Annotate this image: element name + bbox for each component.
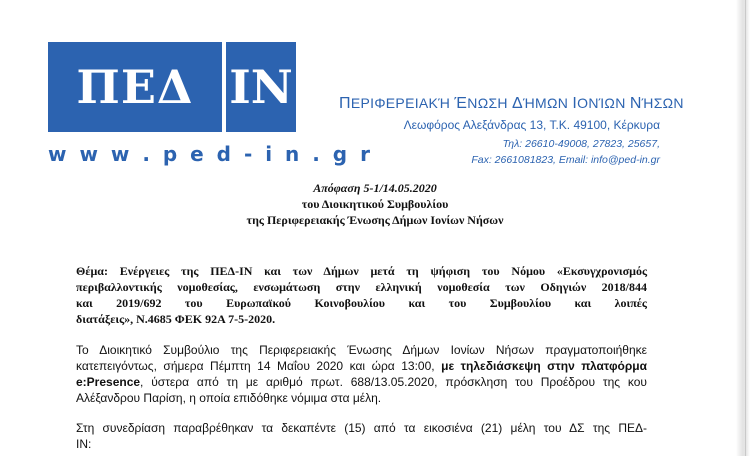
meeting-date-text: κατεπειγόντως, σήμερα Πέμπτη 14 Μαΐου 2020 και ώρα 13:00,: [76, 359, 442, 373]
logo-text-in: ΙΝ: [222, 42, 296, 132]
meeting-paragraph: [76, 342, 647, 406]
decision-heading: [0, 180, 750, 228]
meeting-line-2: [76, 358, 647, 374]
website-url-text: w w w . p e d - i n . g r: [48, 142, 373, 166]
subject-line-4: διατάξεις», Ν.4685 ΦΕΚ 92Α 7-5-2020.: [76, 312, 276, 326]
meeting-line-4: Αλέξανδρου Παρίση, η οποία επιδόθηκε νόμιμα στα μέλη.: [76, 391, 382, 405]
platform-name: e:Presence: [76, 375, 141, 389]
scan-edge-line: [745, 0, 746, 456]
meeting-line-3: [76, 374, 647, 390]
subject-line-1: Θέμα: Ενέργειες της ΠΕΔ-ΙΝ και των Δήμων μετά τη ψήφιση του Νόμου «Εκσυγχρονισμός: [76, 264, 647, 278]
organization-phone: Τηλ: 26610-49008, 27823, 25657,: [502, 138, 660, 150]
logo-text-ped: ΠΕΔ: [48, 42, 222, 132]
ped-in-logo: [48, 42, 296, 132]
decision-union: της Περιφερειακής Ένωσης Δήμων Ιονίων Νήσων: [246, 213, 504, 227]
scan-edge-shadow: [736, 0, 750, 456]
subject-block: [76, 263, 647, 327]
attendance-paragraph: [76, 420, 647, 452]
invitation-text: , ύστερα από τη με αριθμό πρωτ. 688/13.05.2020, πρόσκληση του Προέδρου της κου: [140, 375, 647, 389]
attendance-line-1: Στη συνεδρίαση παραβρέθηκαν τα δεκαπέντε (15) από τα εικοσιένα (21) μέλη του ΔΣ της ΠΕΔ-: [76, 421, 647, 435]
subject-line-2: περιβαλλοντικής νομοθεσίας, ενσωμάτωση στην ελληνική νομοθεσία των Οδηγιών 2018/844: [76, 280, 647, 294]
website-url: [48, 142, 373, 166]
attendance-line-2: ΙΝ:: [76, 437, 92, 451]
organization-name-text: ΠΕΡΙΦΕΡΕΙΑΚΉ ΈΝΩΣΗ ΔΉΜΩΝ ΙΟΝΊΩΝ ΝΉΣΩΝ: [339, 95, 684, 112]
teleconference-text: με τηλεδιάσκεψη στην πλατφόρμα: [441, 359, 647, 373]
decision-number: Απόφαση 5-1/14.05.2020: [313, 181, 437, 195]
decision-board: του Διοικητικού Συμβουλίου: [301, 197, 449, 211]
subject-line-3: και 2019/692 του Ευρωπαϊκού Κοινοβουλίου και του Συμβουλίου και λοιπές: [76, 296, 647, 310]
organization-fax-email: Fax: 2661081823, Email: info@ped-in.gr: [471, 154, 660, 166]
organization-address: Λεωφόρος Αλεξάνδρας 13, Τ.Κ. 49100, Κέρκυρα: [403, 118, 660, 132]
meeting-line-1: Το Διοικητικό Συμβούλιο της Περιφερειακής Ένωσης Δήμων Ιονίων Νήσων πραγματοποιήθηκε: [76, 343, 647, 357]
organization-name: [339, 95, 684, 113]
